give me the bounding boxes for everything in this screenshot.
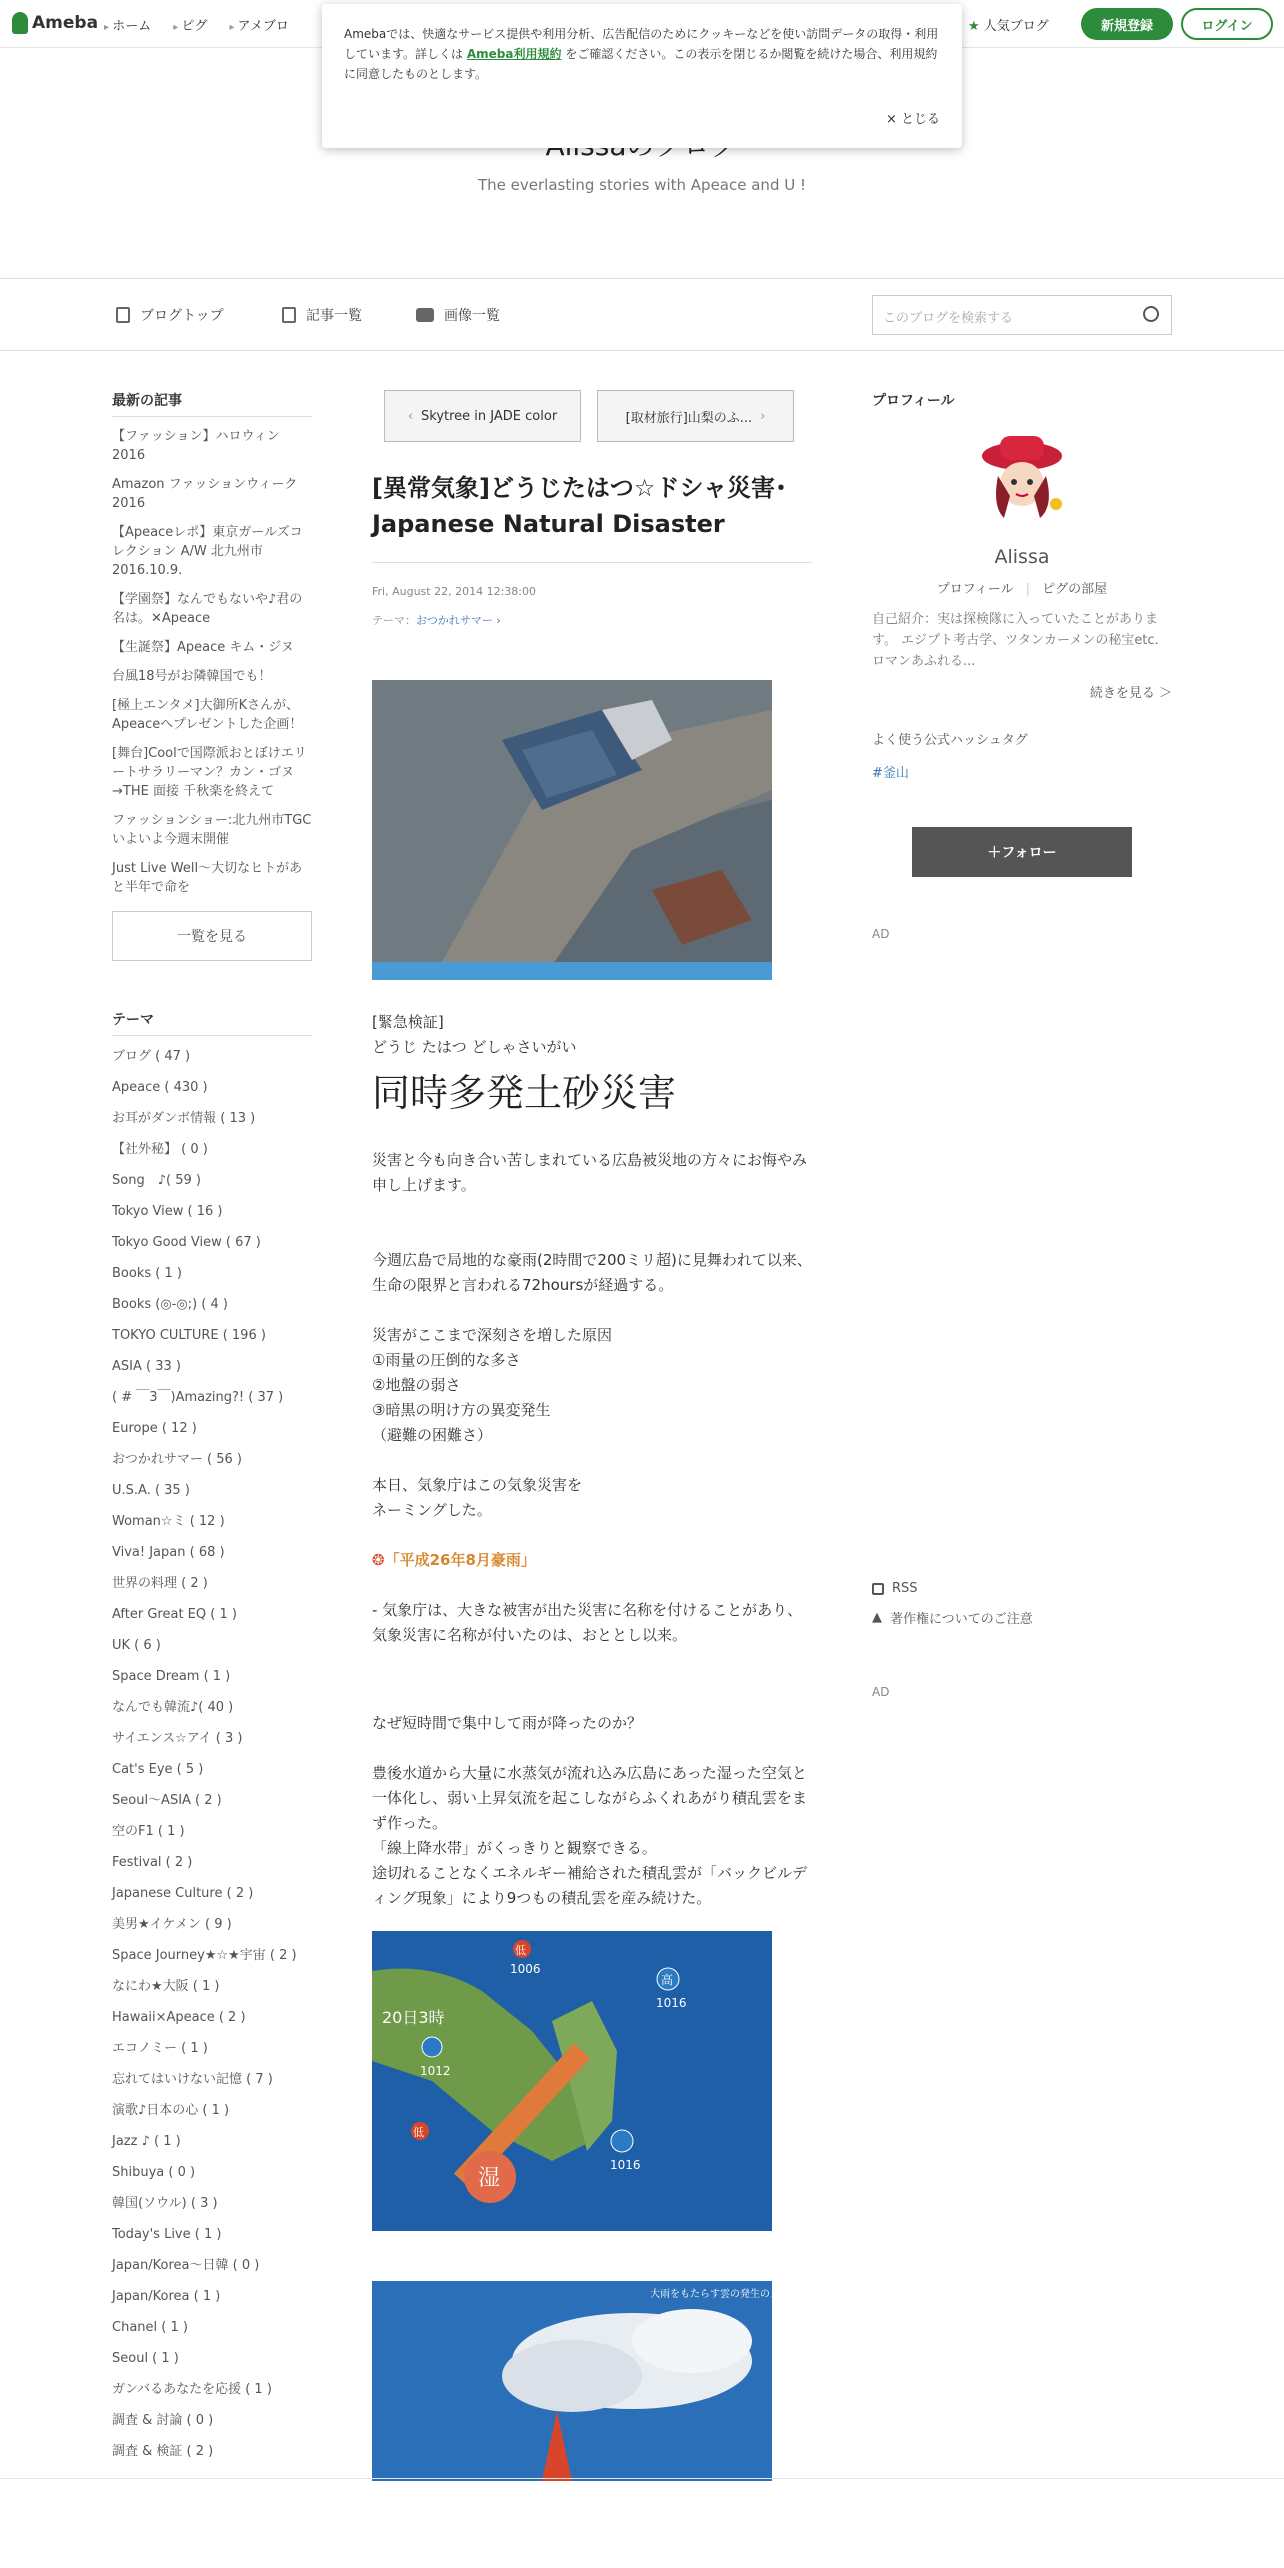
theme-link[interactable]: Cat's Eye ( 5 ) (112, 1762, 204, 1777)
theme-heading: テーマ (112, 1009, 312, 1036)
theme-link[interactable]: Tokyo View ( 16 ) (112, 1204, 223, 1219)
theme-link[interactable]: ガンバるあなたを応援 ( 1 ) (112, 2382, 272, 2397)
theme-link[interactable]: 世界の料理 ( 2 ) (112, 1576, 208, 1591)
right-sidebar (872, 390, 1172, 1699)
low-label: 低 (515, 1944, 526, 1957)
search-placeholder: このブログを検索する (883, 311, 1014, 326)
highlight-label: 「平成26年8月豪雨」 (384, 1551, 536, 1569)
theme-link[interactable]: 忘れてはいけない記憶 ( 7 ) (112, 2072, 273, 2087)
article-para: ③暗黒の明け方の異変発生 (372, 1401, 551, 1419)
recent-article-link[interactable]: 【学園祭】なんでもないや♪君の名は。✕Apeace (112, 592, 303, 626)
cookie-banner (322, 4, 962, 148)
subnav-article-list-label: 記事一覧 (306, 308, 362, 324)
theme-link[interactable]: Tokyo Good View ( 67 ) (112, 1235, 261, 1250)
theme-link[interactable]: なんでも韓流♪( 40 ) (112, 1700, 234, 1715)
star-icon: ★ (968, 19, 980, 34)
article-para: [緊急検証] (372, 1013, 444, 1031)
register-button[interactable]: 新規登録 (1081, 8, 1173, 40)
theme-link[interactable]: おつかれサマー ( 56 ) (112, 1452, 242, 1467)
article-date: Fri, August 22, 2014 12:38:00 (372, 585, 536, 598)
theme-link[interactable]: 調査 & 検証 ( 2 ) (112, 2444, 214, 2459)
theme-link[interactable]: Chanel ( 1 ) (112, 2320, 188, 2335)
article-pager (384, 390, 812, 442)
recent-article-link[interactable]: [極上エンタメ]大御所Kさんが、Apeaceへプレゼントした企画！ (112, 698, 303, 732)
article (372, 390, 820, 2481)
theme-link[interactable]: Today's Live ( 1 ) (112, 2227, 222, 2242)
landslide-photo[interactable] (372, 680, 772, 980)
cookie-text-1: Amebaでは、快適なサービス提供や利用分析、広告配信のためにクッキーなどを使い訪問データの取得・利用しています。詳しくは (344, 27, 939, 61)
follow-button[interactable]: ＋フォロー (912, 827, 1132, 877)
article-para: 今週広島で局地的な豪雨(2時間で200ミリ超)に見舞われて以来、生命の限界と言われる72hoursが経過する。 (372, 1251, 812, 1294)
recent-article-link[interactable]: 【Apeaceレポ】東京ガールズコレクション A/W 北九州市2016.10.9. (112, 525, 303, 578)
article-theme-link[interactable]: おつかれサマー (416, 614, 493, 627)
theme-link[interactable]: Seoul ( 1 ) (112, 2351, 179, 2366)
theme-link[interactable]: Festival ( 2 ) (112, 1855, 193, 1870)
subnav-blog-top[interactable] (116, 305, 224, 325)
theme-link[interactable]: Books (◎-◎;) ( 4 ) (112, 1297, 228, 1312)
recent-heading: 最新の記事 (112, 390, 312, 417)
theme-link[interactable]: Books ( 1 ) (112, 1266, 182, 1281)
article-para: 災害がここまで深刻さを増した原因 (372, 1326, 613, 1344)
avatar[interactable] (970, 426, 1074, 530)
theme-link[interactable]: 調査 & 討論 ( 0 ) (112, 2413, 214, 2428)
theme-link[interactable]: Jazz ♪ ( 1 ) (112, 2134, 181, 2149)
rss-label: RSS (892, 1581, 918, 1596)
theme-link[interactable]: Space Journey★☆★宇宙 ( 2 ) (112, 1948, 297, 1963)
cloud-caption: 大雨をもたらす雲の発生のメカニズム (650, 2289, 820, 2300)
theme-link[interactable]: なにわ★大阪 ( 1 ) (112, 1979, 220, 1994)
theme-link[interactable]: U.S.A. ( 35 ) (112, 1483, 190, 1498)
theme-link[interactable]: TOKYO CULTURE ( 196 ) (112, 1328, 266, 1343)
blog-search-input[interactable] (872, 295, 1172, 335)
theme-link[interactable]: エコノミー ( 1 ) (112, 2041, 208, 2056)
login-button[interactable]: ログイン (1181, 8, 1273, 40)
recent-list (112, 427, 312, 897)
theme-link[interactable]: Shibuya ( 0 ) (112, 2165, 196, 2180)
theme-link[interactable]: サイエンス☆アイ ( 3 ) (112, 1731, 243, 1746)
theme-link[interactable]: お耳がダンボ情報 ( 13 ) (112, 1111, 256, 1126)
cloud-photo[interactable] (372, 2281, 820, 2481)
recent-article-link[interactable]: Amazon ファッションウィーク2016 (112, 477, 298, 511)
logo-text: Ameba (32, 13, 99, 33)
chevron-left-icon: ‹ (407, 408, 414, 424)
theme-link[interactable]: Japan/Korea～日韓 ( 0 ) (112, 2258, 260, 2273)
hashtag-heading: よく使う公式ハッシュタグ (872, 733, 1028, 748)
article-para: 途切れることなくエネルギー補給された積乱雲が「バックビルディング現象」により9つもの積乱雲を産み続けた。 (372, 1864, 808, 1907)
article-theme-label: テーマ： (372, 614, 416, 627)
theme-link[interactable]: 空のF1 ( 1 ) (112, 1824, 185, 1839)
prev-article-label: Skytree in JADE color (421, 408, 558, 424)
article-para: ①雨量の圧倒的な多さ (372, 1351, 521, 1369)
document-icon (116, 307, 130, 323)
high-label: 高 (661, 1973, 674, 1987)
copy-icon (282, 307, 296, 323)
theme-link[interactable]: ASIA ( 33 ) (112, 1359, 181, 1374)
pressure-label: 1016 (610, 2158, 641, 2172)
left-sidebar (112, 390, 312, 2472)
theme-link[interactable]: Apeace ( 430 ) (112, 1080, 208, 1095)
copyright-label: 著作権についてのご注意 (890, 1612, 1033, 1627)
article-headline: 同時多発土砂災害 (372, 1071, 677, 1115)
article-para: どうじ たはつ どしゃさいがい (372, 1038, 577, 1056)
chevron-right-icon: › (760, 408, 766, 424)
article-title[interactable]: [異常気象]どうじたはつ☆ドシャ災害･Japanese Natural Disaster (372, 470, 812, 563)
theme-link[interactable]: 【社外秘】 ( 0 ) (112, 1142, 208, 1157)
copyright-notice-link[interactable] (872, 1608, 1172, 1627)
theme-link[interactable]: ブログ ( 47 ) (112, 1049, 191, 1064)
theme-link[interactable]: Hawaii×Apeace ( 2 ) (112, 2010, 246, 2025)
footer-divider (0, 2478, 1284, 2479)
pressure-label: 1012 (420, 2064, 451, 2078)
low-label: 低 (413, 2126, 424, 2139)
recent-article-link[interactable]: ファッションショー:北九州市TGC いよいよ今週末開催 (112, 813, 312, 847)
cookie-close-button[interactable]: × とじる (885, 112, 940, 127)
theme-link[interactable]: Japanese Culture ( 2 ) (112, 1886, 254, 1901)
hashtag-link[interactable]: #釜山 (872, 766, 909, 781)
theme-link[interactable]: UK ( 6 ) (112, 1638, 161, 1653)
article-para: 本日、気象庁はこの気象災害を (372, 1476, 583, 1494)
article-para: - 気象庁は、大きな被害が出た災害に名称を付けることがあり、気象災害に名称が付いたのは、おととし以来。 (372, 1601, 803, 1644)
weather-map-photo[interactable] (372, 1931, 772, 2231)
theme-link[interactable]: Viva! Japan ( 68 ) (112, 1545, 225, 1560)
theme-link[interactable]: Woman☆ミ ( 12 ) (112, 1514, 225, 1529)
popular-blog-link[interactable] (968, 15, 1049, 34)
popular-blog-label: 人気ブログ (983, 19, 1049, 34)
pigg-room-link[interactable]: ピグの部屋 (1042, 582, 1108, 597)
recent-more-button[interactable]: 一覧を見る (112, 911, 312, 961)
recent-article-link[interactable]: Just Live Well～大切なヒトがあと半年で命を (112, 861, 303, 895)
theme-link[interactable]: 韓国(ソウル) ( 3 ) (112, 2196, 218, 2211)
chevron-right-icon: › (492, 614, 501, 627)
prev-article-button[interactable] (384, 390, 581, 442)
pressure-label: 1016 (656, 1996, 687, 2010)
highlight-text (372, 1548, 812, 1573)
ameba-logo[interactable] (12, 12, 98, 34)
article-para: 災害と今も向き合い苦しまれている広島被災地の方々にお悔やみ申し上げます。 (372, 1151, 808, 1194)
blog-subtitle: The everlasting stories with Apeace and U ! (478, 176, 806, 194)
camera-icon (416, 308, 434, 322)
recent-article-link[interactable]: [舞台]Coolで国際派おとぼけエリートサラリーマン？カン・ゴヌ→THE 面接 千秋楽を終えて (112, 746, 307, 799)
blog-subnav (0, 278, 1284, 351)
ameba-logo-icon (12, 12, 28, 34)
article-para: 「線上降水帯」がくっきりと観察できる。 (372, 1839, 657, 1857)
nav-pigg[interactable]: ▸ ピグ (173, 15, 207, 34)
rss-icon (872, 1583, 884, 1595)
terms-link[interactable]: Ameba利用規約 (466, 47, 562, 61)
cookie-text-2: をご確認ください。この表示を閉じるか閲覧を続けた場合、利用規約に同意したものとします。 (344, 47, 938, 81)
recent-article-link[interactable]: 台風18号がお隣韓国でも！ (112, 669, 272, 684)
divider: | (1025, 582, 1031, 597)
theme-link[interactable]: Europe ( 12 ) (112, 1421, 197, 1436)
nav-home[interactable]: ▸ ホーム (104, 15, 151, 34)
map-time-label: 20日3時 (382, 2008, 445, 2027)
theme-link[interactable]: After Great EQ ( 1 ) (112, 1607, 237, 1622)
theme-link[interactable]: Seoul～ASIA ( 2 ) (112, 1793, 222, 1808)
theme-link[interactable]: 演歌♪日本の心 ( 1 ) (112, 2103, 230, 2118)
emblem-icon: ❂ (372, 1551, 385, 1569)
rss-link[interactable] (872, 1581, 1172, 1596)
recent-article-link[interactable]: 【ファッション】ハロウィン2016 (112, 429, 280, 463)
article-para: 豊後水道から大量に水蒸気が流れ込み広島にあった湿った空気と一体化し、弱い上昇気流を起こしながらふくれあがり積乱雲をまず作った。 (372, 1764, 808, 1832)
search-icon[interactable] (1143, 306, 1159, 322)
article-para: ネーミングした。 (372, 1501, 492, 1519)
article-para: ②地盤の弱さ (372, 1376, 461, 1394)
theme-link[interactable]: ( # ￣3￣)Amazing?! ( 37 ) (112, 1390, 284, 1405)
wet-label: 湿 (478, 2166, 501, 2191)
subnav-blog-top-label: ブログトップ (140, 308, 224, 324)
subnav-image-list[interactable] (416, 305, 500, 325)
profile-description: 自己紹介：実は探検隊に入っていたことがあります。 エジプト考古学、ツタンカーメンの秘宝etc. ロマンあふれる... (872, 612, 1172, 669)
next-article-button[interactable] (597, 390, 794, 442)
article-para: （避難の困難さ） (372, 1426, 493, 1444)
read-more-link[interactable]: 続きを見る ＞ (1089, 686, 1172, 701)
profile-link[interactable]: プロフィール (936, 582, 1014, 597)
next-article-label: [取材旅行]山梨のふ... (625, 410, 753, 426)
profile-links (872, 578, 1172, 597)
subnav-article-list[interactable] (282, 305, 362, 325)
theme-link[interactable]: Japan/Korea ( 1 ) (112, 2289, 221, 2304)
global-nav (104, 15, 289, 34)
article-theme (372, 612, 812, 628)
profile-name[interactable]: Alissa (994, 546, 1050, 568)
recent-article-link[interactable]: 【生誕祭】Apeace キム・ジヌ (112, 640, 294, 655)
subnav-image-list-label: 画像一覧 (444, 308, 500, 324)
theme-link[interactable]: 美男★イケメン ( 9 ) (112, 1917, 232, 1932)
profile-heading: プロフィール (872, 393, 955, 409)
nav-ameblo[interactable]: ▸ アメブロ (229, 15, 288, 34)
ad-label: AD (872, 927, 890, 941)
theme-link[interactable]: Song ♪( 59 ) (112, 1173, 201, 1188)
pressure-label: 1006 (510, 1962, 541, 1976)
theme-link[interactable]: Space Dream ( 1 ) (112, 1669, 231, 1684)
theme-list (112, 1046, 312, 2472)
ad-label: AD (872, 1685, 890, 1699)
warning-icon: ▲ (872, 1610, 882, 1625)
article-para: なぜ短時間で集中して雨が降ったのか？ (372, 1714, 643, 1732)
